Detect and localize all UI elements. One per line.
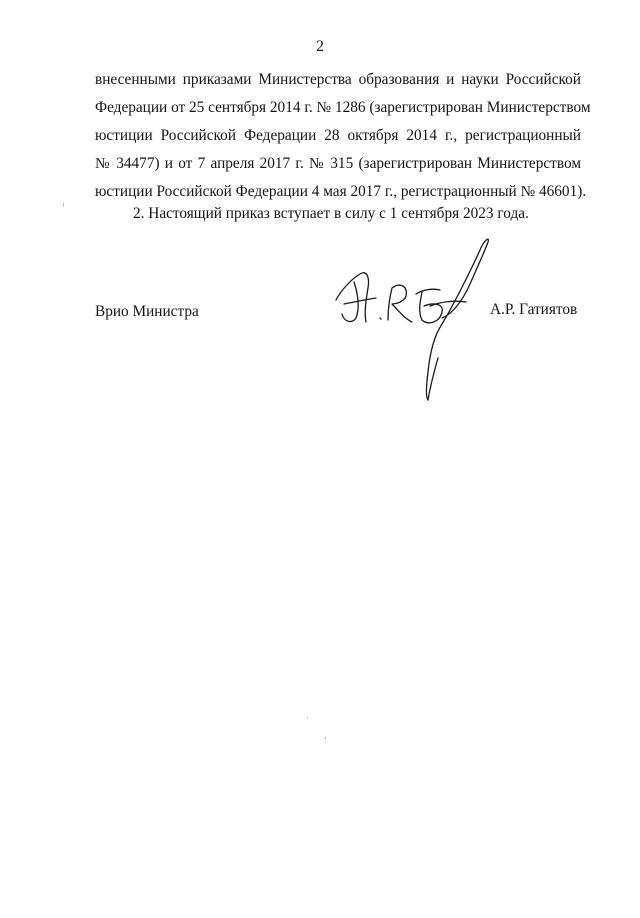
signer-position: Врио Министра xyxy=(95,303,199,320)
scan-speck xyxy=(63,203,64,207)
handwritten-signature-icon xyxy=(330,232,500,407)
scan-speck xyxy=(307,717,308,719)
page-number: 2 xyxy=(316,38,324,55)
paragraph-1-line: юстиции Российской Федерации 4 мая 2017 г., регистрационный № 46601). xyxy=(95,183,587,200)
paragraph-1-line: № 34477) и от 7 апреля 2017 г. № 315 (зарегистрирован Министерством xyxy=(95,155,581,172)
paragraph-2: 2. Настоящий приказ вступает в силу с 1 сентября 2023 года. xyxy=(133,205,529,222)
paragraph-1-line: юстиции Российской Федерации 28 октября 2014 г., регистрационный xyxy=(95,127,581,144)
scan-speck xyxy=(325,737,326,739)
paragraph-1 xyxy=(95,66,591,206)
signer-name: А.Р. Гатиятов xyxy=(490,301,578,318)
paragraph-1-line: внесенными приказами Министерства образования и науки Российской xyxy=(95,71,581,88)
paragraph-1-line: Федерации от 25 сентября 2014 г. № 1286 (зарегистрирован Министерством xyxy=(95,99,591,116)
